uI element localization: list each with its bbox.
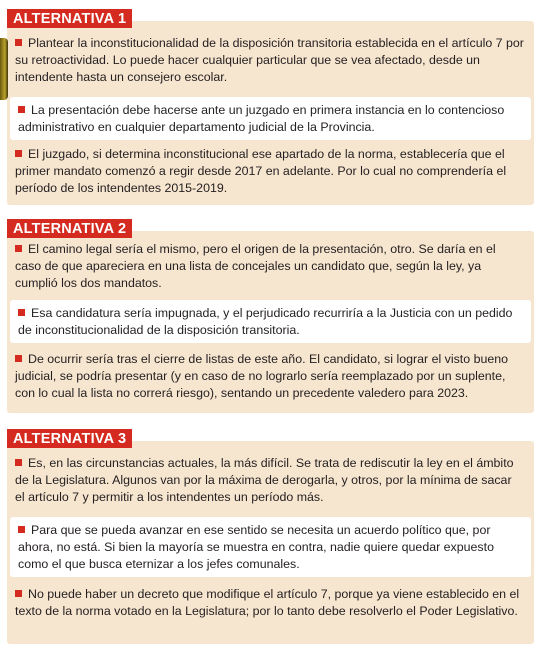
list-item: No puede haber un decreto que modifique el artículo 7, porque ya viene establecido en el texto de la norma votado en la Legislatura; por lo tanto debe resolverlo el Poder Legislativo. — [15, 587, 520, 618]
alternativa-1-panel — [7, 21, 534, 205]
alternativa-2-panel — [7, 231, 534, 413]
alternativa-3-panel — [7, 441, 534, 644]
alternativa-1-label: ALTERNATIVA 1 — [7, 9, 132, 28]
list-item: De ocurrir sería tras el cierre de listas de este año. El candidato, si lograr el visto bueno judicial, se podría presentar (y en caso de no lograrlo sería reemplazado por un suplente, con lo cual la lista no correrá riesgo), sentando un precedente valedero para 2023. — [15, 352, 509, 400]
bullet-square-icon — [15, 355, 22, 362]
bullet-square-icon — [18, 309, 25, 316]
list-item: Plantear la inconstitucionalidad de la disposición transitoria establecida en el artículo 7 por su retroactividad. Lo puede hacer cualquier particular que se vea afectado, desde un intendente hasta un consejero escolar. — [15, 36, 524, 84]
list-item: El juzgado, si determina inconstitucional ese apartado de la norma, establecería que el primer mandato comenzó a regir desde 2017 en adelante. Por lo cual no comprendería el período de los intendentes 2015-2019. — [15, 147, 507, 195]
alternativa-2-section — [0, 219, 536, 413]
bullet-square-icon — [15, 39, 22, 46]
list-item: Para que se pueda avanzar en ese sentido se necesita un acuerdo político que, por ahora, no está. Si bien la mayoría se muestra en contra, nadie quiere quedar expuesto como el que busca eternizar a los jefes comunales. — [10, 517, 531, 577]
bullet-square-icon — [15, 459, 22, 466]
list-item: La presentación debe hacerse ante un juzgado en primera instancia en lo contencioso administrativo en cualquier departamento judicial de la Provincia. — [10, 97, 531, 140]
alternativa-2-label: ALTERNATIVA 2 — [7, 219, 132, 238]
list-item: El camino legal sería el mismo, pero el origen de la presentación, otro. Se daría en el caso de que apareciera en una lista de concejales un candidato que, según la ley, ya cumplió los dos mandatos. — [15, 242, 496, 290]
list-item: Esa candidatura sería impugnada, y el perjudicado recurriría a la Justicia con un pedido de inconstitucionalidad de la disposición transitoria. — [10, 300, 531, 343]
bullet-square-icon — [15, 590, 22, 597]
bullet-square-icon — [18, 106, 25, 113]
alternativa-1-section — [0, 9, 536, 205]
alternativa-3-label: ALTERNATIVA 3 — [7, 429, 132, 448]
list-item: Es, en las circunstancias actuales, la más difícil. Se trata de rediscutir la ley en el ámbito de la Legislatura. Algunos van por la máxima de derogarla, y otros, por la mínima de sacar el artículo 7 y permitir a los intendentes un período más. — [15, 456, 514, 504]
decorative-edge-stripe — [0, 38, 8, 100]
bullet-square-icon — [15, 245, 22, 252]
bullet-square-icon — [15, 150, 22, 157]
bullet-square-icon — [18, 526, 25, 533]
alternativa-3-section — [0, 429, 536, 644]
